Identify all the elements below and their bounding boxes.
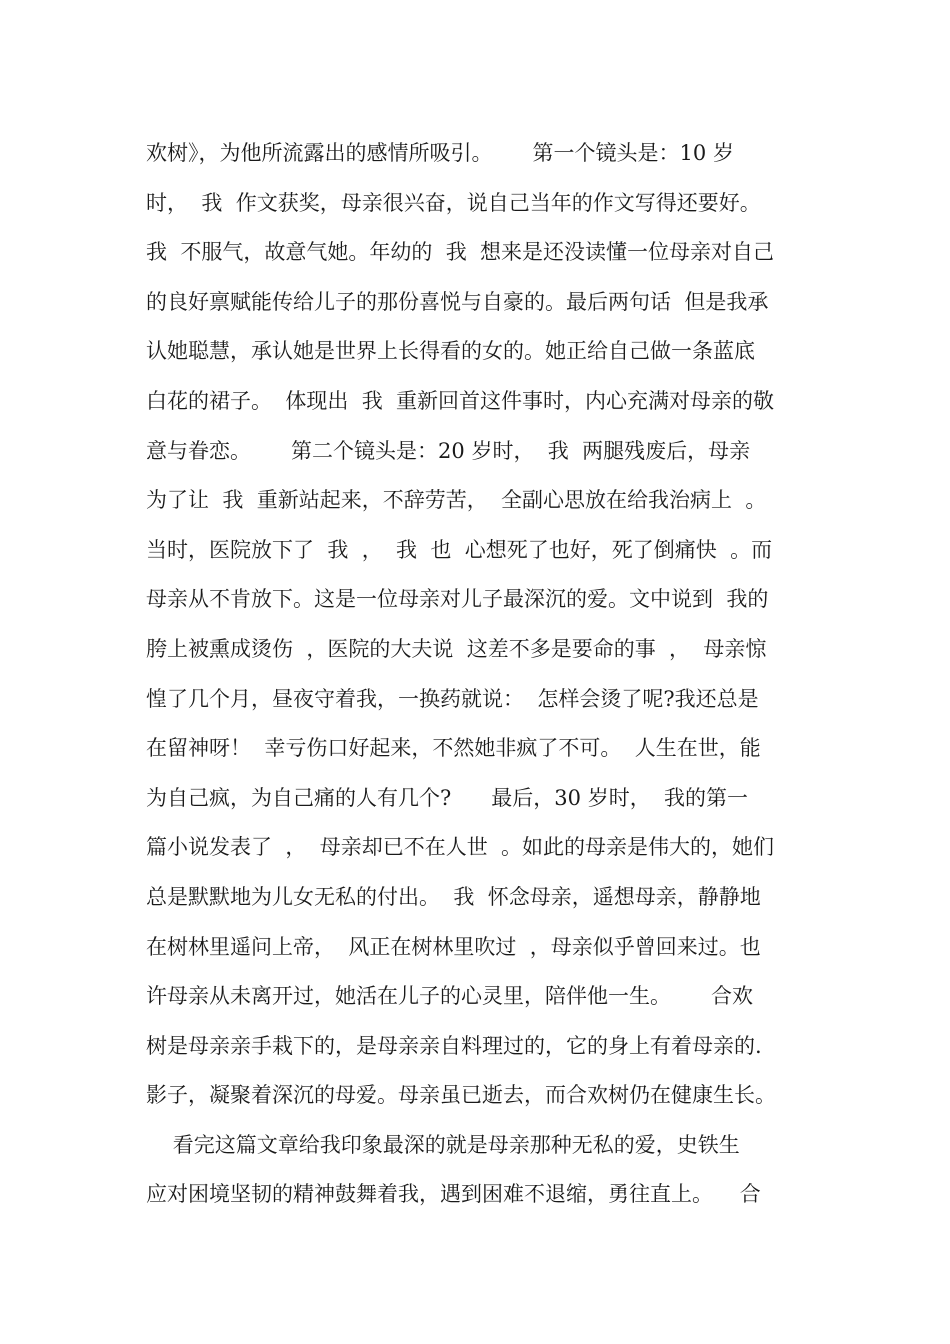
text-line: 惶了几个月，昼夜守着我，一换药就说： 怎样会烫了呢?我还总是: [146, 686, 759, 711]
text-line: 我 不服气，故意气她。年幼的 我 想来是还没读懂一位母亲对自己: [146, 240, 775, 265]
text-line: 在留神呀！ 幸亏伤口好起来，不然她非疯了不可。 人生在世，能: [146, 736, 761, 761]
text-line: 的良好禀赋能传给儿子的那份喜悦与自豪的。最后两句话 但是我承: [146, 289, 769, 314]
text-line: 篇小说发表了 ， 母亲却已不在人世 。如此的母亲是伟大的，她们: [146, 835, 775, 860]
text-line: 母亲从不肯放下。这是一位母亲对儿子最深沉的爱。文中说到 我的: [146, 587, 769, 612]
text-line: 看完这篇文章给我印象最深的就是母亲那种无私的爱，史铁生: [146, 1132, 740, 1157]
text-line: 胯上被熏成烫伤 ，医院的大夫说 这差不多是要命的事 ， 母亲惊: [146, 636, 767, 661]
text-line: 当时，医院放下了 我 ， 我 也 心想死了也好，死了倒痛快 。而: [146, 537, 773, 562]
text-line: 意与眷恋。 第二个镜头是：20 岁时， 我 两腿残废后，母亲: [146, 438, 751, 463]
text-line: 在树林里遥问上帝， 风正在树林里吹过 ，母亲似乎曾回来过。也: [146, 934, 761, 959]
text-line: 为了让 我 重新站起来，不辞劳苦， 全副心思放在给我治病上 。: [146, 488, 767, 513]
text-line: 时， 我 作文获奖，母亲很兴奋，说自己当年的作文写得还要好。: [146, 190, 761, 215]
text-line: 认她聪慧，承认她是世界上长得看的女的。她正给自己做一条蓝底: [146, 339, 755, 364]
text-line: 欢树》，为他所流露出的感情所吸引。 第一个镜头是：10 岁: [146, 141, 734, 165]
text-line: 应对困境坚韧的精神鼓舞着我，遇到困难不退缩，勇往直上。 合: [146, 1182, 761, 1207]
text-line: 白花的裙子。 体现出 我 重新回首这件事时，内心充满对母亲的敬: [146, 388, 775, 413]
text-line: 总是默默地为儿女无私的付出。 我 怀念母亲，遥想母亲，静静地: [146, 884, 761, 909]
text-line: 树是母亲亲手栽下的，是母亲亲自料理过的，它的身上有着母亲的.: [146, 1033, 762, 1058]
text-line: 影子，凝聚着深沉的母爱。母亲虽已逝去，而合欢树仍在健康生长。: [146, 1083, 776, 1108]
text-line: 许母亲从未离开过，她活在儿子的心灵里，陪伴他一生。 合欢: [146, 984, 754, 1009]
essay-text: [146, 133, 826, 1224]
text-line: 为自己疯，为自己痛的人有几个? 最后，30 岁时， 我的第一: [146, 785, 749, 810]
